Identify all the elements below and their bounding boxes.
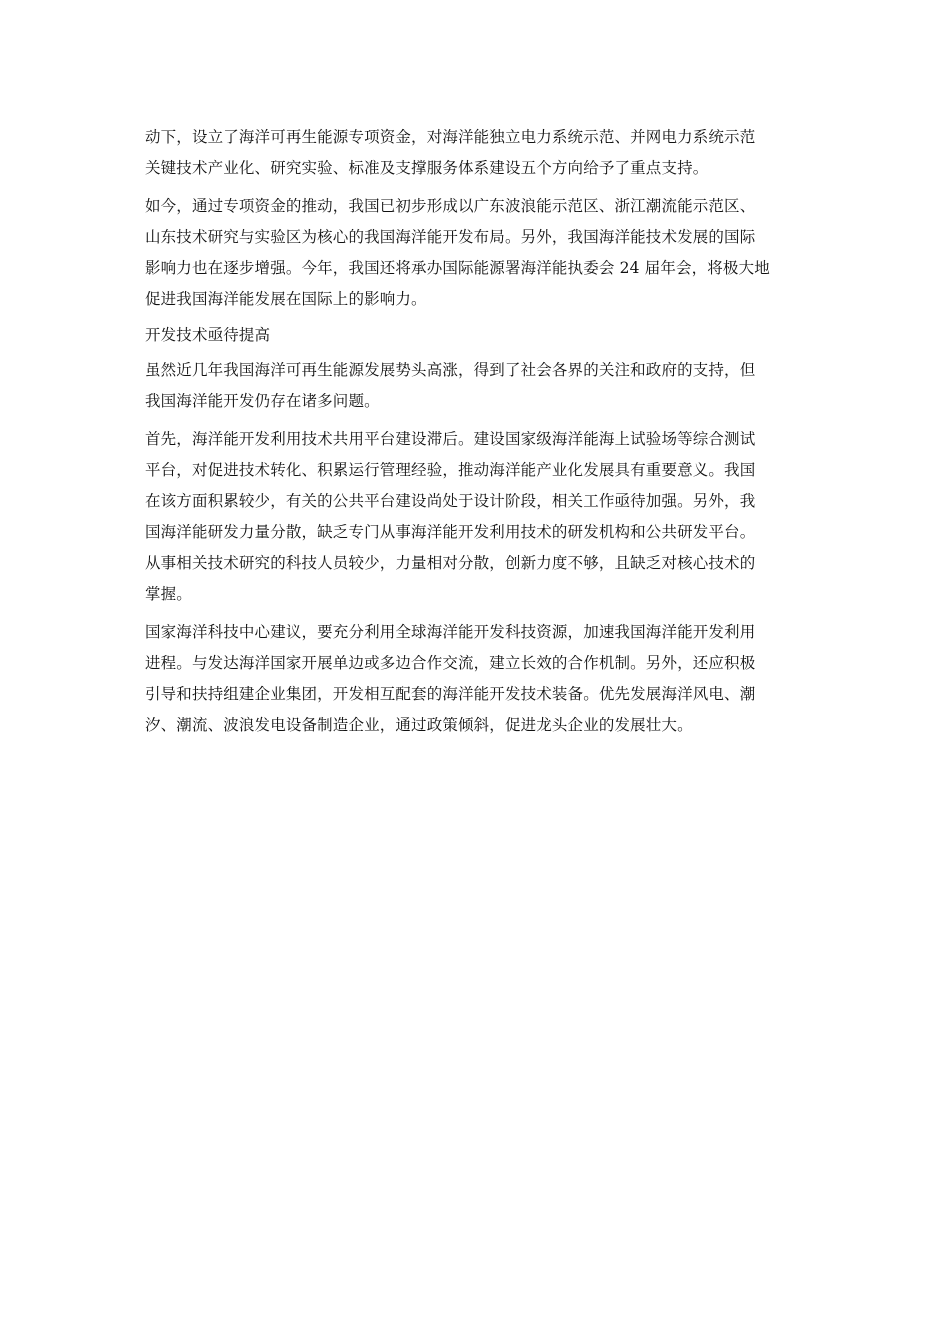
paragraph-line: 首先，海洋能开发利用技术共用平台建设滞后。建设国家级海洋能海上试验场等综合测试 — [145, 430, 756, 448]
paragraph-line: 虽然近几年我国海洋可再生能源发展势头高涨，得到了社会各界的关注和政府的支持，但 — [145, 361, 756, 379]
paragraph-line: 国海洋能研发力量分散，缺乏专门从事海洋能开发利用技术的研发机构和公共研发平台。 — [145, 523, 756, 541]
document-body — [145, 122, 810, 748]
paragraph — [145, 191, 810, 315]
paragraph-line: 动下，设立了海洋可再生能源专项资金，对海洋能独立电力系统示范、并网电力系统示范 — [145, 128, 756, 146]
paragraph — [145, 617, 810, 741]
paragraph — [145, 355, 810, 417]
section-heading — [145, 322, 810, 348]
paragraph-line: 如今，通过专项资金的推动，我国已初步形成以广东波浪能示范区、浙江潮流能示范区、 — [145, 197, 756, 215]
paragraph-line: 关键技术产业化、研究实验、标准及支撑服务体系建设五个方向给予了重点支持。 — [145, 159, 709, 177]
paragraph-line: 我国海洋能开发仍存在诸多问题。 — [145, 392, 380, 410]
paragraph — [145, 122, 810, 184]
paragraph-line: 进程。与发达海洋国家开展单边或多边合作交流，建立长效的合作机制。另外，还应积极 — [145, 654, 756, 672]
paragraph-line: 促进我国海洋能发展在国际上的影响力。 — [145, 290, 427, 308]
paragraph-line: 从事相关技术研究的科技人员较少，力量相对分散，创新力度不够，且缺乏对核心技术的 — [145, 554, 756, 572]
paragraph-line: 山东技术研究与实验区为核心的我国海洋能开发布局。另外，我国海洋能技术发展的国际 — [145, 228, 756, 246]
paragraph-line: 影响力也在逐步增强。今年，我国还将承办国际能源署海洋能执委会 24 届年会，将极大地 — [145, 259, 770, 277]
paragraph-line: 汐、潮流、波浪发电设备制造企业，通过政策倾斜，促进龙头企业的发展壮大。 — [145, 716, 693, 734]
paragraph-line: 国家海洋科技中心建议，要充分利用全球海洋能开发科技资源，加速我国海洋能开发利用 — [145, 623, 756, 641]
paragraph — [145, 424, 810, 610]
heading-text: 开发技术亟待提高 — [145, 326, 271, 344]
paragraph-line: 引导和扶持组建企业集团，开发相互配套的海洋能开发技术装备。优先发展海洋风电、潮 — [145, 685, 756, 703]
paragraph-line: 掌握。 — [145, 585, 192, 603]
paragraph-line: 平台，对促进技术转化、积累运行管理经验，推动海洋能产业化发展具有重要意义。我国 — [145, 461, 756, 479]
paragraph-line: 在该方面积累较少，有关的公共平台建设尚处于设计阶段，相关工作亟待加强。另外，我 — [145, 492, 756, 510]
